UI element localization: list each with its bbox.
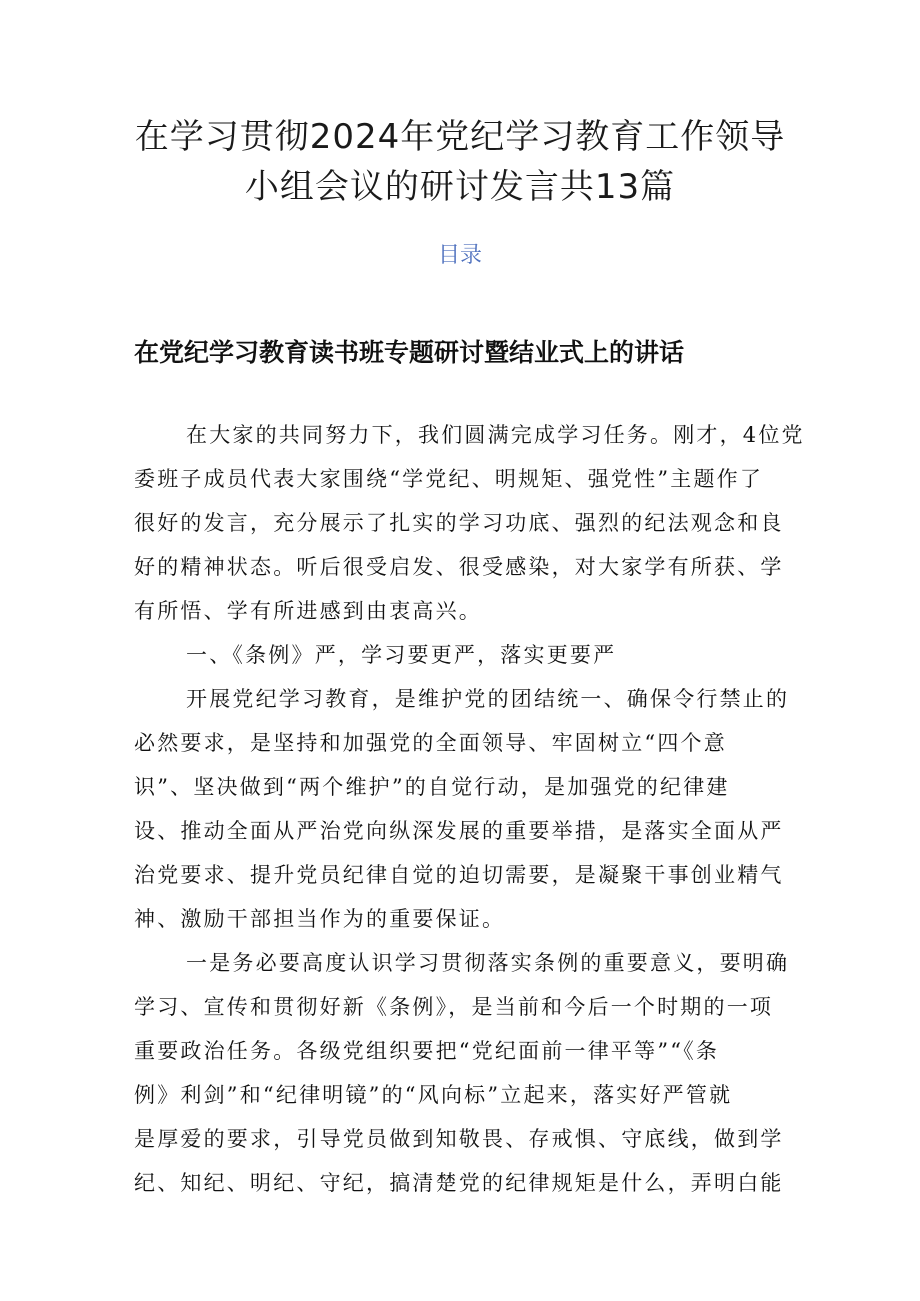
body-line: 有所悟、学有所进感到由衷高兴。	[134, 599, 482, 623]
body-line: 开展党纪学习教育，是维护党的团结统一、确保令行禁止的	[186, 687, 790, 711]
toc-link[interactable]: 目录	[437, 243, 482, 268]
body-line: 好的精神状态。听后很受启发、很受感染，对大家学有所获、学	[134, 555, 784, 579]
section-heading: 一、《条例》严，学习要更严，落实更要严	[186, 643, 617, 667]
body-line: 学习、宣传和贯彻好新《条例》，是当前和今后一个时期的一项	[134, 995, 774, 1019]
body-line: 委班子成员代表大家围绕“学党纪、明规矩、强党性”主题作了	[134, 467, 764, 491]
body-line: 重要政治任务。各级党组织要把“党纪面前一律平等”“《条	[134, 1039, 720, 1063]
body-line: 神、激励干部担当作为的重要保证。	[134, 907, 506, 931]
document-title	[100, 112, 820, 212]
body-line: 必然要求，是坚持和加强党的全面领导、牢固树立“四个意	[134, 731, 727, 755]
title-line-2: 小组会议的研讨发言共13篇	[244, 167, 676, 207]
title-line-1: 在学习贯彻2024年党纪学习教育工作领导	[134, 117, 786, 157]
section-title: 在党纪学习教育读书班专题研讨暨结业式上的讲话	[134, 338, 685, 367]
body-line: 在大家的共同努力下，我们圆满完成学习任务。刚才，4位党	[186, 423, 805, 447]
body-line: 一是务必要高度认识学习贯彻落实条例的重要意义，要明确	[186, 951, 790, 975]
body-line: 治党要求、提升党员纪律自觉的迫切需要，是凝聚干事创业精气	[134, 863, 784, 887]
body-line: 设、推动全面从严治党向纵深发展的重要举措，是落实全面从严	[134, 819, 784, 843]
body-line: 识”、坚决做到“两个维护”的自觉行动，是加强党的纪律建	[134, 775, 730, 799]
body-line: 很好的发言，充分展示了扎实的学习功底、强烈的纪法观念和良	[134, 511, 784, 535]
body-line: 纪、知纪、明纪、守纪，搞清楚党的纪律规矩是什么，弄明白能	[134, 1171, 784, 1195]
body-line: 是厚爱的要求，引导党员做到知敬畏、存戒惧、守底线，做到学	[134, 1127, 784, 1151]
body-line: 例》利剑”和“纪律明镜”的“风向标”立起来，落实好严管就	[134, 1083, 733, 1107]
